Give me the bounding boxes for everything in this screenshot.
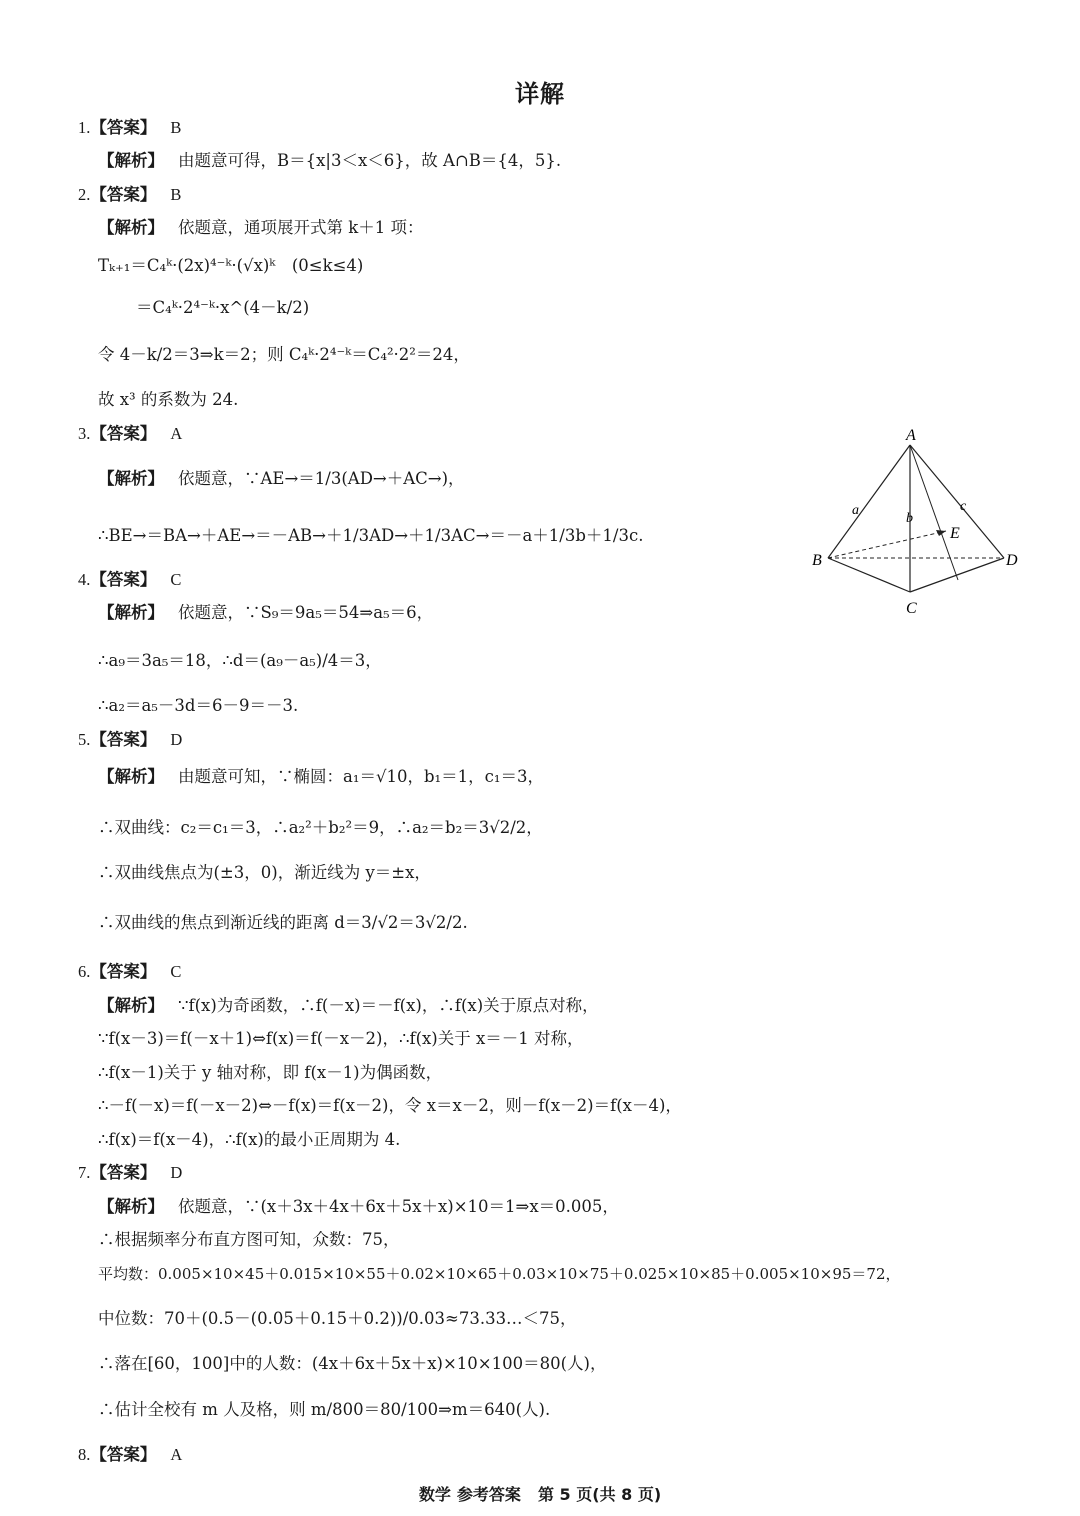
q7-analysis: 【解析】 依题意，∵(x＋3x＋4x＋6x＋5x＋x)×10＝1⇒x＝0.005， <box>98 1197 619 1216</box>
label-vec-a: a <box>852 503 859 518</box>
label-vec-c: c <box>960 499 967 514</box>
edge-ab <box>828 445 910 558</box>
label-e: E <box>950 525 960 542</box>
tetrahedron-diagram <box>808 424 1026 620</box>
q7-answer: 7.【答案】 D <box>78 1163 183 1182</box>
q2-answer: 2.【答案】 B <box>78 185 182 204</box>
label-a: A <box>906 427 916 444</box>
page-title: 详解 <box>515 80 565 108</box>
median-line <box>910 445 958 580</box>
q7-line: 平均数：0.005×10×45＋0.015×10×55＋0.02×10×65＋0.03×10×75＋0.025×10×85＋0.005×10×95＝72， <box>98 1265 901 1283</box>
q6-analysis: 【解析】 ∵f(x)为奇函数，∴f(－x)＝－f(x)，∴f(x)关于原点对称， <box>98 996 599 1015</box>
edge-bc <box>828 558 910 592</box>
q6-answer: 6.【答案】 C <box>78 962 182 981</box>
label-c: C <box>906 600 917 617</box>
page-footer: 数学 参考答案 第 5 页(共 8 页) <box>418 1485 662 1504</box>
q3-answer: 3.【答案】 A <box>78 424 183 443</box>
q4-line: ∴a₉＝3a₅＝18，∴d＝(a₉－a₅)/4＝3， <box>98 651 382 670</box>
q8-answer: 8.【答案】 A <box>78 1445 183 1464</box>
q4-answer: 4.【答案】 C <box>78 570 182 589</box>
q1-analysis: 【解析】 由题意可得，B＝{x|3＜x＜6}，故 A∩B＝{4，5}. <box>98 151 562 170</box>
q4-line: ∴a₂＝a₅－3d＝6－9＝－3. <box>98 696 299 715</box>
q3-analysis: 【解析】 依题意，∵AE→＝1/3(AD→＋AC→)， <box>98 469 465 488</box>
q7-line: ∴根据频率分布直方图可知，众数：75， <box>98 1230 400 1249</box>
q4-analysis: 【解析】 依题意，∵S₉＝9a₅＝54⇒a₅＝6， <box>98 603 434 622</box>
q5-line: ∴双曲线的焦点到渐近线的距离 d＝3/√2＝3√2/2. <box>98 913 468 932</box>
label-b: B <box>812 552 822 569</box>
q2-line: 令 4－k/2＝3⇒k＝2；则 C₄ᵏ·2⁴⁻ᵏ＝C₄²·2²＝24， <box>98 345 470 364</box>
q6-line: ∴－f(－x)＝f(－x－2)⇔－f(x)＝f(x－2)，令 x＝x－2，则－f(x－2)＝f(x－4)， <box>98 1096 682 1115</box>
q1-answer: 1.【答案】 B <box>78 118 182 137</box>
q2-line: ＝C₄ᵏ·2⁴⁻ᵏ·x^(4－k/2) <box>136 298 310 317</box>
q7-line: 中位数：70＋(0.5－(0.05＋0.15＋0.2))/0.03≈73.33…＜75， <box>98 1309 577 1328</box>
q7-line: ∴落在[60，100]中的人数：(4x＋6x＋5x＋x)×10×100＝80(人)， <box>98 1354 607 1373</box>
q2-analysis: 【解析】 依题意，通项展开式第 k＋1 项： <box>98 218 424 237</box>
q5-line: ∴双曲线焦点为(±3，0)，渐近线为 y＝±x， <box>98 863 431 882</box>
label-vec-b: b <box>906 511 913 526</box>
q5-answer: 5.【答案】 D <box>78 730 183 749</box>
edge-cd <box>910 558 1004 592</box>
q5-analysis: 【解析】 由题意可知，∵椭圆：a₁＝√10，b₁＝1，c₁＝3， <box>98 767 544 786</box>
q6-line: ∵f(x－3)＝f(－x＋1)⇔f(x)＝f(－x－2)，∴f(x)关于 x＝－1 对称， <box>98 1029 584 1048</box>
arrow-be <box>936 530 946 536</box>
q5-line: ∴双曲线：c₂＝c₁＝3，∴a₂²＋b₂²＝9，∴a₂＝b₂＝3√2/2， <box>98 818 543 837</box>
q6-line: ∴f(x－1)关于 y 轴对称，即 f(x－1)为偶函数， <box>98 1063 443 1082</box>
q2-line: 故 x³ 的系数为 24. <box>98 390 239 409</box>
edge-be <box>828 531 946 558</box>
q6-line: ∴f(x)＝f(x－4)，∴f(x)的最小正周期为 4. <box>98 1130 401 1149</box>
q7-line: ∴估计全校有 m 人及格，则 m/800＝80/100⇒m＝640(人). <box>98 1400 551 1419</box>
q3-line: ∴BE→＝BA→＋AE→＝－AB→＋1/3AD→＋1/3AC→＝－a＋1/3b＋1/3c. <box>98 526 644 545</box>
q2-line: Tₖ₊₁＝C₄ᵏ·(2x)⁴⁻ᵏ·(√x)ᵏ (0≤k≤4) <box>98 256 364 275</box>
label-d: D <box>1006 552 1018 569</box>
